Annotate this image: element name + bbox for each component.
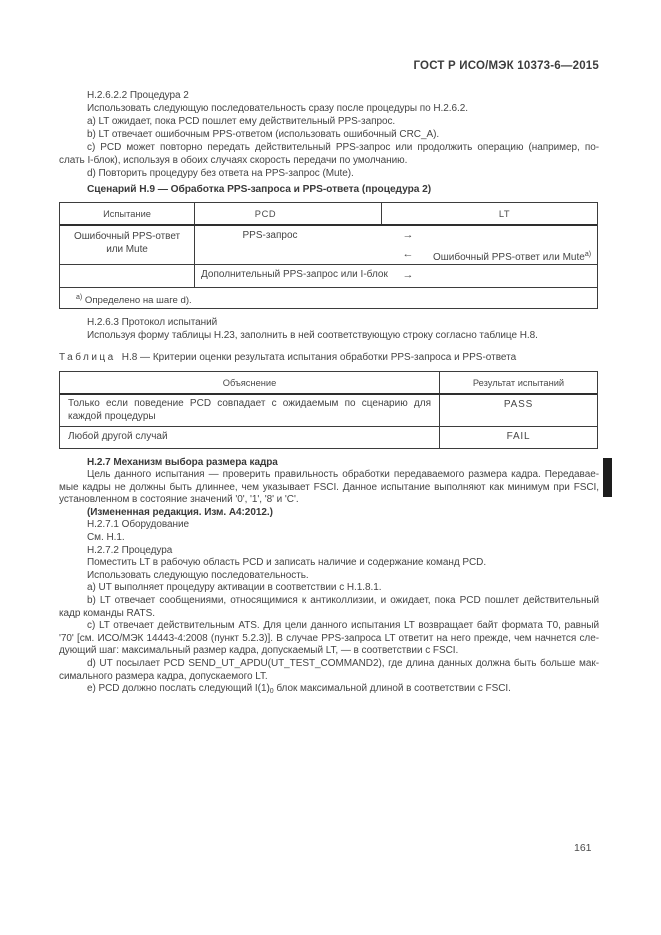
list-item-b-line1: b) LT отвечает сообщениями, относящимися к антиколлизии, и ожидает, пока PCD пошлет действительный <box>87 595 599 607</box>
message-line-request <box>195 229 593 242</box>
section-heading: Н.2.6.2.2 Процедура 2 <box>87 90 189 101</box>
list-item-c-line2: '70' [см. ИСО/МЭК 14443-4:2008 (пункт 5.2.3)]. В случае PPS-запроса LT ответит на него прежде, чем начнется сле- <box>59 632 599 644</box>
section-heading: Н.2.7.2 Процедура <box>87 544 173 556</box>
scenario-h9-title: Сценарий Н.9 — Обработка PPS-запроса и PPS-ответа (процедура 2) <box>87 184 432 195</box>
test-cell <box>60 226 195 264</box>
list-item-c-line1: c) PCD может повторно передать действительный PPS-запрос или продолжить операцию (например, по- <box>87 142 599 153</box>
paragraph-line: Использовать следующую последовательность сразу после процедуры по Н.2.6.2. <box>87 103 468 114</box>
caption-word: Таблица <box>59 352 116 363</box>
item-e-suffix: блок максимальной длиной в соответствии с FSCI. <box>273 683 511 695</box>
list-item-b-line2: кадр команды RATS. <box>59 607 155 619</box>
list-item-e <box>59 683 599 696</box>
table-header-row <box>60 203 597 226</box>
result-cell-fail: FAIL <box>506 431 531 442</box>
message-cell <box>195 265 597 287</box>
test-cell-line2: или Mute <box>106 244 148 255</box>
column-header-result: Результат испытаний <box>472 378 565 388</box>
explanation-cell: Только если поведение PCD совпадает с ожидаемым по сценарию для каждой процедуры <box>60 395 440 426</box>
column-header-test: Испытание <box>60 203 195 224</box>
paragraph-line: Поместить LT в рабочую область PCD и записать наличие и содержание команд PCD. <box>87 557 487 569</box>
pcd-message: PPS-запрос <box>242 230 298 241</box>
column-header-lt: LT <box>498 209 511 219</box>
result-cell-pass: PASS <box>503 399 534 410</box>
message-cell <box>195 226 597 264</box>
paragraph-line: См. Н.1. <box>87 532 125 544</box>
test-cell-line1: Ошибочный PPS-ответ <box>73 231 181 242</box>
list-item-d: d) Повторить процедуру без ответа на PPS-запрос (Mute). <box>87 168 354 179</box>
table-header-row <box>60 372 597 395</box>
pcd-message: Дополнительный PPS-запрос или I-блок <box>201 269 388 280</box>
caption-text: Н.8 — Критерии оценки результата испытания обработки PPS-запроса и PPS-ответа <box>121 352 517 363</box>
document-header-title: ГОСТ Р ИСО/МЭК 10373-6—2015 <box>413 60 599 72</box>
section-heading: Н.2.7.1 Оборудование <box>87 519 190 531</box>
table-row <box>60 264 597 287</box>
table-h8 <box>59 371 598 449</box>
list-item-a: a) UT выполняет процедуру активации в соответствии с Н.1.8.1. <box>87 582 382 594</box>
scenario-h9-table <box>59 202 598 309</box>
column-header-pcd: PCD <box>195 203 382 224</box>
footnote-text: Определено на шаге d). <box>82 295 192 306</box>
test-cell-empty <box>60 265 195 287</box>
item-e-subscript: 0 <box>269 688 274 696</box>
list-item-d-line2: симального размера кадра, допускаемого LT. <box>59 670 268 682</box>
list-item-c-line1: c) LT отвечает действительным ATS. Для цели данного испытания LT возвращает байт формата T0, равный <box>87 620 599 632</box>
amended-note: (Измененная редакция. Изм. А4:2012.) <box>87 506 273 518</box>
table-row <box>60 226 597 264</box>
section-heading: Н.2.6.3 Протокол испытаний <box>87 317 218 328</box>
footnote-ref: а) <box>584 251 592 258</box>
explanation-cell: Любой другой случай <box>60 427 440 448</box>
page-number: 161 <box>574 842 592 854</box>
table-row <box>60 395 597 427</box>
item-e-prefix: e) PCD должно послать следующий I(1) <box>87 683 270 695</box>
revision-change-bar <box>603 458 612 497</box>
page-content <box>59 60 599 696</box>
arrow-left-icon: ← <box>402 248 414 260</box>
list-item-b: b) LT отвечает ошибочным PPS-ответом (использовать ошибочный CRC_A). <box>87 129 440 140</box>
table-row <box>60 427 597 448</box>
section-heading: Н.2.7 Механизм выбора размера кадра <box>87 456 278 468</box>
arrow-right-icon: → <box>402 229 414 241</box>
paragraph-line: Используя форму таблицы Н.23, заполнить в ней соответствующую строку согласно таблице Н.8. <box>87 330 538 341</box>
paragraph-line: Использовать следующую последовательность. <box>87 569 309 581</box>
table-footnote <box>60 287 597 308</box>
table-h8-caption <box>59 351 599 364</box>
lt-response-text: Ошибочный PPS-ответ или Mute <box>433 252 585 263</box>
list-item-c-line3: дующий шаг: максимальный размер кадра, допускаемый LT, — в соответствии с FSCI. <box>59 645 459 657</box>
section-h27 <box>59 457 599 696</box>
footnote-marker: а) <box>76 294 83 301</box>
paragraph-line: мые кадры не должны быть длиннее, чем указывает FSCI. Данное испытание выполняют как минимум при FSCI, <box>59 481 599 493</box>
list-item-c-line2: слать I-блок), используя в обоих случаях скорость передачи по умолчанию. <box>59 155 408 166</box>
column-header-explanation: Объяснение <box>60 372 440 393</box>
arrow-right-icon: → <box>402 269 414 281</box>
list-item-d-line1: d) UT посылает PCD SEND_UT_APDU(UT_TEST_COMMAND2), где длина данных должна быть больше мак- <box>87 658 599 669</box>
section-h263 <box>59 316 599 342</box>
message-line-response <box>195 248 593 261</box>
lt-response <box>433 248 591 264</box>
paragraph-line: установленном в состояние значений '0', '1', '8' и 'С'. <box>59 494 299 506</box>
paragraph-line: Цель данного испытания — проверить правильность обработки передаваемого размера кадра. Передавае- <box>87 469 599 481</box>
list-item-a: a) LT ожидает, пока PCD пошлет ему действительный PPS-запрос. <box>87 116 396 127</box>
section-h2622 <box>59 89 599 180</box>
